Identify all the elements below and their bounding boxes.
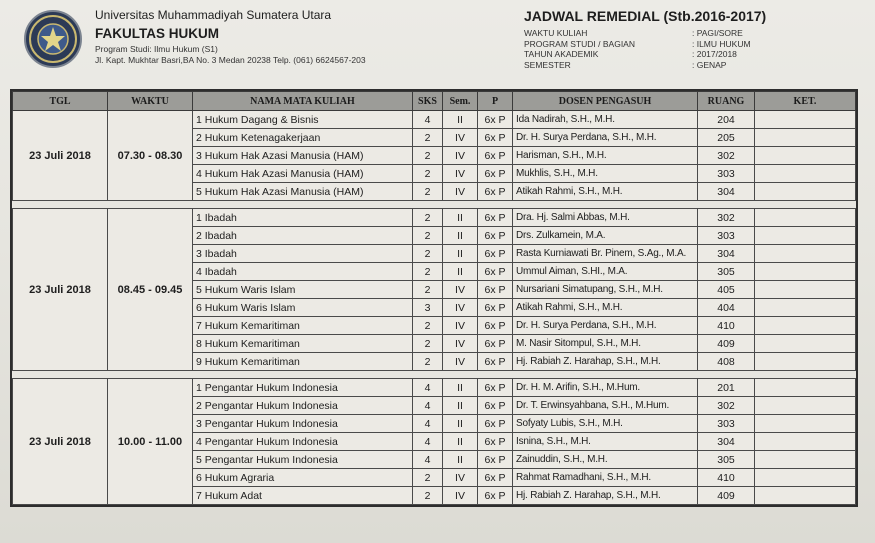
semester-cell: IV (443, 335, 478, 353)
sks-cell: 2 (413, 469, 443, 487)
room-cell: 305 (698, 451, 755, 469)
room-cell: 410 (698, 469, 755, 487)
semester-cell: II (443, 263, 478, 281)
lecturer-cell: Zainuddin, S.H., M.H. (513, 451, 698, 469)
meetings-cell: 6x P (478, 379, 513, 397)
meetings-cell: 6x P (478, 227, 513, 245)
sks-cell: 4 (413, 415, 443, 433)
info-label: PROGRAM STUDI / BAGIAN (524, 38, 635, 49)
lecturer-cell: Dr. T. Erwinsyahbana, S.H., M.Hum. (513, 397, 698, 415)
lecturer-cell: Rasta Kurniawati Br. Pinem, S.Ag., M.A. (513, 245, 698, 263)
semester-cell: IV (443, 469, 478, 487)
notes-cell (755, 415, 856, 433)
program-line: Program Studi: Ilmu Hukum (S1) (95, 44, 218, 54)
sks-cell: 4 (413, 433, 443, 451)
sks-cell: 2 (413, 317, 443, 335)
semester-cell: IV (443, 165, 478, 183)
lecturer-cell: Atikah Rahmi, S.H., M.H. (513, 299, 698, 317)
semester-cell: II (443, 415, 478, 433)
lecturer-cell: Dr. H. M. Arifin, S.H., M.Hum. (513, 379, 698, 397)
lecturer-cell: Dr. H. Surya Perdana, S.H., M.H. (513, 317, 698, 335)
group-separator (13, 201, 856, 209)
course-cell: 3 Hukum Hak Azasi Manusia (HAM) (193, 147, 413, 165)
notes-cell (755, 433, 856, 451)
schedule-table-frame (10, 89, 858, 507)
room-cell: 404 (698, 299, 755, 317)
room-cell: 409 (698, 487, 755, 505)
table-row (13, 111, 856, 129)
notes-cell (755, 165, 856, 183)
course-cell: 3 Pengantar Hukum Indonesia (193, 415, 413, 433)
notes-cell (755, 397, 856, 415)
course-cell: 1 Pengantar Hukum Indonesia (193, 379, 413, 397)
notes-cell (755, 227, 856, 245)
sks-cell: 2 (413, 209, 443, 227)
semester-cell: II (443, 111, 478, 129)
semester-cell: II (443, 245, 478, 263)
lecturer-cell: Drs. Zulkamein, M.A. (513, 227, 698, 245)
time-cell: 07.30 - 08.30 (108, 111, 193, 201)
notes-cell (755, 129, 856, 147)
table-row (13, 209, 856, 227)
semester-cell: IV (443, 129, 478, 147)
meetings-cell: 6x P (478, 353, 513, 371)
course-cell: 5 Pengantar Hukum Indonesia (193, 451, 413, 469)
lecturer-cell: Ummul Aiman, S.HI., M.A. (513, 263, 698, 281)
table-body (13, 111, 856, 505)
course-cell: 4 Ibadah (193, 263, 413, 281)
address-line: Jl. Kapt. Mukhtar Basri,BA No. 3 Medan 20238 Telp. (061) 6624567-203 (95, 55, 366, 65)
info-value: : GENAP (692, 59, 727, 70)
col-header-p: P (478, 92, 513, 111)
semester-cell: II (443, 433, 478, 451)
schedule-table (12, 91, 856, 505)
lecturer-cell: Isnina, S.H., M.H. (513, 433, 698, 451)
table-header-row (13, 92, 856, 111)
course-cell: 1 Hukum Dagang & Bisnis (193, 111, 413, 129)
lecturer-cell: Hj. Rabiah Z. Harahap, S.H., M.H. (513, 487, 698, 505)
meetings-cell: 6x P (478, 281, 513, 299)
semester-cell: II (443, 379, 478, 397)
col-header-course: NAMA MATA KULIAH (193, 92, 413, 111)
sks-cell: 2 (413, 335, 443, 353)
lecturer-cell: Mukhlis, S.H., M.H. (513, 165, 698, 183)
room-cell: 409 (698, 335, 755, 353)
semester-cell: IV (443, 147, 478, 165)
meetings-cell: 6x P (478, 415, 513, 433)
lecturer-cell: M. Nasir Sitompul, S.H., M.H. (513, 335, 698, 353)
notes-cell (755, 147, 856, 165)
semester-cell: IV (443, 353, 478, 371)
sks-cell: 2 (413, 353, 443, 371)
lecturer-cell: Hj. Rabiah Z. Harahap, S.H., M.H. (513, 353, 698, 371)
info-value: : 2017/2018 (692, 49, 737, 59)
col-header-tgl: TGL (13, 92, 108, 111)
room-cell: 303 (698, 415, 755, 433)
room-cell: 205 (698, 129, 755, 147)
course-cell: 6 Hukum Waris Islam (193, 299, 413, 317)
lecturer-cell: Sofyaty Lubis, S.H., M.H. (513, 415, 698, 433)
room-cell: 302 (698, 397, 755, 415)
lecturer-cell: Dra. Hj. Salmi Abbas, M.H. (513, 209, 698, 227)
notes-cell (755, 299, 856, 317)
info-row (524, 39, 854, 50)
lecturer-cell: Harisman, S.H., M.H. (513, 147, 698, 165)
meetings-cell: 6x P (478, 317, 513, 335)
sks-cell: 4 (413, 397, 443, 415)
meetings-cell: 6x P (478, 165, 513, 183)
lecturer-cell: Rahmat Ramadhani, S.H., M.H. (513, 469, 698, 487)
sks-cell: 2 (413, 129, 443, 147)
time-cell: 08.45 - 09.45 (108, 209, 193, 371)
course-cell: 1 Ibadah (193, 209, 413, 227)
course-cell: 6 Hukum Agraria (193, 469, 413, 487)
course-cell: 7 Hukum Adat (193, 487, 413, 505)
room-cell: 304 (698, 245, 755, 263)
info-row (524, 49, 854, 60)
info-label: WAKTU KULIAH (524, 28, 588, 38)
col-header-ket: KET. (755, 92, 856, 111)
semester-cell: IV (443, 299, 478, 317)
date-cell: 23 Juli 2018 (13, 209, 108, 371)
semester-cell: II (443, 209, 478, 227)
room-cell: 302 (698, 209, 755, 227)
date-cell: 23 Juli 2018 (13, 111, 108, 201)
date-cell: 23 Juli 2018 (13, 379, 108, 505)
course-cell: 4 Hukum Hak Azasi Manusia (HAM) (193, 165, 413, 183)
notes-cell (755, 209, 856, 227)
sks-cell: 4 (413, 451, 443, 469)
room-cell: 201 (698, 379, 755, 397)
meetings-cell: 6x P (478, 183, 513, 201)
meetings-cell: 6x P (478, 335, 513, 353)
university-emblem-icon (28, 14, 78, 64)
info-row (524, 28, 854, 39)
meetings-cell: 6x P (478, 397, 513, 415)
notes-cell (755, 245, 856, 263)
info-label: TAHUN AKADEMIK (524, 49, 599, 59)
meetings-cell: 6x P (478, 433, 513, 451)
sks-cell: 2 (413, 245, 443, 263)
notes-cell (755, 335, 856, 353)
schedule-info (524, 8, 854, 70)
faculty-name: FAKULTAS HUKUM (95, 26, 219, 41)
schedule-title: JADWAL REMEDIAL (Stb.2016-2017) (524, 8, 767, 24)
room-cell: 304 (698, 433, 755, 451)
notes-cell (755, 111, 856, 129)
semester-cell: II (443, 397, 478, 415)
university-name: Universitas Muhammadiyah Sumatera Utara (95, 8, 332, 22)
col-header-room: RUANG (698, 92, 755, 111)
sks-cell: 4 (413, 379, 443, 397)
group-separator (13, 371, 856, 379)
col-header-sks: SKS (413, 92, 443, 111)
time-cell: 10.00 - 11.00 (108, 379, 193, 505)
info-value: : ILMU HUKUM (692, 38, 751, 49)
room-cell: 303 (698, 165, 755, 183)
room-cell: 204 (698, 111, 755, 129)
course-cell: 4 Pengantar Hukum Indonesia (193, 433, 413, 451)
notes-cell (755, 183, 856, 201)
room-cell: 302 (698, 147, 755, 165)
col-header-waktu: WAKTU (108, 92, 193, 111)
sks-cell: 2 (413, 147, 443, 165)
schedule-info-rows (524, 28, 854, 70)
room-cell: 305 (698, 263, 755, 281)
semester-cell: IV (443, 281, 478, 299)
notes-cell (755, 263, 856, 281)
notes-cell (755, 487, 856, 505)
university-logo (24, 10, 82, 68)
course-cell: 2 Hukum Ketenagakerjaan (193, 129, 413, 147)
sks-cell: 2 (413, 263, 443, 281)
meetings-cell: 6x P (478, 209, 513, 227)
lecturer-cell: Nursariani Simatupang, S.H., M.H. (513, 281, 698, 299)
meetings-cell: 6x P (478, 129, 513, 147)
info-row (524, 60, 854, 71)
course-cell: 2 Pengantar Hukum Indonesia (193, 397, 413, 415)
table-row (13, 379, 856, 397)
info-value: : PAGI/SORE (692, 28, 743, 38)
notes-cell (755, 281, 856, 299)
meetings-cell: 6x P (478, 263, 513, 281)
notes-cell (755, 317, 856, 335)
room-cell: 303 (698, 227, 755, 245)
course-cell: 8 Hukum Kemaritiman (193, 335, 413, 353)
sks-cell: 4 (413, 111, 443, 129)
lecturer-cell: Dr. H. Surya Perdana, S.H., M.H. (513, 129, 698, 147)
semester-cell: II (443, 451, 478, 469)
meetings-cell: 6x P (478, 451, 513, 469)
meetings-cell: 6x P (478, 469, 513, 487)
lecturer-cell: Ida Nadirah, S.H., M.H. (513, 111, 698, 129)
info-label: SEMESTER (524, 59, 571, 70)
course-cell: 5 Hukum Waris Islam (193, 281, 413, 299)
semester-cell: IV (443, 317, 478, 335)
room-cell: 304 (698, 183, 755, 201)
meetings-cell: 6x P (478, 299, 513, 317)
course-cell: 7 Hukum Kemaritiman (193, 317, 413, 335)
separator-cell (13, 371, 856, 379)
semester-cell: IV (443, 183, 478, 201)
sks-cell: 2 (413, 227, 443, 245)
meetings-cell: 6x P (478, 147, 513, 165)
meetings-cell: 6x P (478, 245, 513, 263)
separator-cell (13, 201, 856, 209)
room-cell: 405 (698, 281, 755, 299)
sks-cell: 3 (413, 299, 443, 317)
col-header-sem: Sem. (443, 92, 478, 111)
notes-cell (755, 379, 856, 397)
meetings-cell: 6x P (478, 111, 513, 129)
course-cell: 2 Ibadah (193, 227, 413, 245)
sks-cell: 2 (413, 281, 443, 299)
room-cell: 410 (698, 317, 755, 335)
lecturer-cell: Atikah Rahmi, S.H., M.H. (513, 183, 698, 201)
course-cell: 3 Ibadah (193, 245, 413, 263)
meetings-cell: 6x P (478, 487, 513, 505)
notes-cell (755, 451, 856, 469)
notes-cell (755, 353, 856, 371)
col-header-lecturer: DOSEN PENGASUH (513, 92, 698, 111)
course-cell: 9 Hukum Kemaritiman (193, 353, 413, 371)
room-cell: 408 (698, 353, 755, 371)
institution-header (95, 8, 366, 66)
semester-cell: IV (443, 487, 478, 505)
sks-cell: 2 (413, 487, 443, 505)
notes-cell (755, 469, 856, 487)
course-cell: 5 Hukum Hak Azasi Manusia (HAM) (193, 183, 413, 201)
semester-cell: II (443, 227, 478, 245)
sks-cell: 2 (413, 183, 443, 201)
sks-cell: 2 (413, 165, 443, 183)
